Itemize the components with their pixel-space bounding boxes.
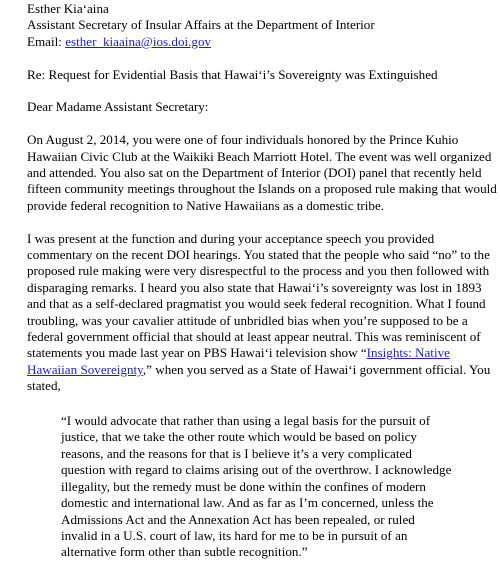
paragraph-2 [27,230,491,395]
paragraph-line: and attended. You also sat on the Department of Interior (DOI) panel that recently held [27,165,482,181]
link-suffix-text: ,” when you served as a State of Hawai‘i government official. You [142,361,491,377]
paragraph-1 [27,132,497,214]
paragraph-line: disparaging remarks. I heard you also state that Hawai‘i’s sovereignty was lost in 1893 [27,279,482,295]
recipient-name: Esther Kia‘aina [27,1,109,16]
quote-line: “I would advocate that rather than using a legal basis for the pursuit of [61,413,431,429]
quote-line: illegality, but the remedy must be done within the confines of modern [61,478,426,494]
quote-line: question with regard to claims arising out of the overthrow. I acknowledge [61,462,452,478]
paragraph-line: troubling, was your cavalier attitude of unbridled bias when you’re supposed to be a [27,312,468,328]
recipient-email-link[interactable]: esther_kiaaina@ios.doi.gov [65,33,212,49]
quote-line: domestic and international law. And as far as I’m concerned, unless the [61,495,434,511]
pbs-insights-link-part1[interactable]: Insights: Native [366,345,450,361]
paragraph-line: commentary on the recent DOI hearings. You stated that the people who said “no” to the [27,247,490,263]
paragraph-line: proposed rule making were very disrespectful to the process and you then followed with [27,263,490,279]
recipient-email-line [27,34,487,50]
paragraph-line: On August 2, 2014, you were one of four individuals honored by the Prince Kuhio [27,132,459,148]
spacer [27,116,487,132]
paragraph-line: stated, [27,378,61,394]
paragraph-line: federal government official that should at least appear neutral. This was reminiscent of [27,329,481,345]
quote-line: alternative form other than subtle recognition.” [61,544,308,560]
quote-line: Admissions Act and the Annexation Act has been repealed, or ruled [61,511,415,527]
paragraph-line: and that as a self-declared pragmatist you would seek federal recognition. What I found [27,296,486,312]
paragraph-line: fifteen community meetings throughout the Islands on a proposed rule making that would [27,181,497,197]
quote-line: invalid in a U.S. court of law, its hard for me to be in pursuit of an [61,527,408,543]
link-prefix-text: statements you made last year on PBS Hawai‘i television show “ [27,345,367,361]
paragraph-line: Hawaiian Civic Club at the Waikiki Beach Marriott Hotel. The event was well organized [27,148,492,164]
paragraph-line [27,345,487,361]
spacer [27,50,487,66]
recipient-title: Assistant Secretary of Insular Affairs at the Department of Interior [27,17,375,33]
subject-line: Re: Request for Evidential Basis that Hawai‘i’s Sovereignty was Extinguished [27,66,438,82]
paragraph-line: provide federal recognition to Native Hawaiians as a domestic tribe. [27,197,385,213]
block-quote [61,413,487,561]
spacer [27,395,487,411]
spacer [27,83,487,99]
salutation: Dear Madame Assistant Secretary: [27,99,209,115]
pbs-insights-link-part2[interactable]: Hawaiian Sovereignty [27,361,143,377]
quote-line: reasons, and the reasons for that is I believe it’s a very complicated [61,445,412,461]
letter-document [27,1,497,561]
quote-line: justice, that we take the other route which would be based on policy [61,429,417,445]
spacer [27,214,487,230]
email-label: Email: [27,33,66,49]
paragraph-line [27,361,491,378]
paragraph-line: I was present at the function and during your acceptance speech you provided [27,230,435,246]
